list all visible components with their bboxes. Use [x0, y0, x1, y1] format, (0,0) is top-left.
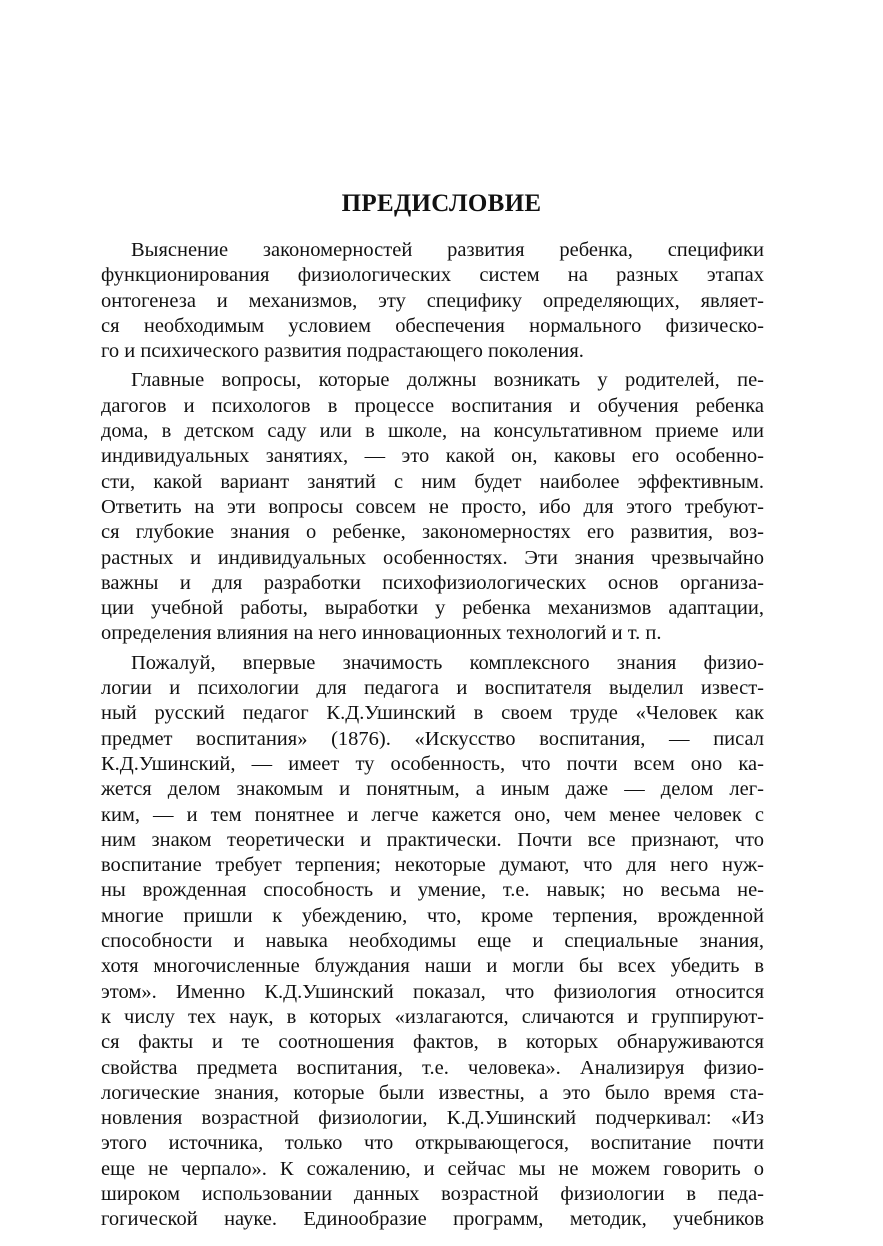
text-line: ся глубокие знания о ребенке, закономерностях его развития, воз- [101, 521, 764, 544]
text-line: функционирования физиологических систем на разных этапах [101, 264, 764, 287]
text-line: свойства предмета воспитания, т.е. человека». Анализируя физио- [101, 1056, 764, 1079]
text-line: важны и для разработки психофизиологических основ организа- [101, 571, 764, 594]
text-line: Пожалуй, впервые значимость комплексного знания физио- [131, 651, 764, 674]
text-line: еще не черпало». К сожалению, и сейчас мы не можем говорить о [101, 1157, 764, 1180]
text-line: ся факты и те соотношения фактов, в которых обнаруживаются [101, 1031, 764, 1054]
text-line: логии и психологии для педагога и воспитателя выделил извест- [101, 677, 764, 700]
text-line: широком использовании данных возрастной физиологии в педа- [101, 1182, 764, 1205]
text-line: растных и индивидуальных особенностях. Эти знания чрезвычайно [101, 546, 764, 569]
text-line: дагогов и психологов в процессе воспитания и обучения ребенка [101, 394, 764, 417]
text-line: онтогенеза и механизмов, эту специфику определяющих, являет- [101, 289, 764, 312]
text-line: ции учебной работы, выработки у ребенка механизмов адаптации, [101, 597, 764, 620]
text-line: сти, какой вариант занятий с ним будет наиболее эффективным. [101, 470, 764, 493]
text-line: к числу тех наук, в которых «излагаются, сличаются и группируют- [101, 1005, 764, 1028]
body-text [101, 238, 764, 1233]
text-line: Главные вопросы, которые должны возникать у родителей, пе- [131, 369, 764, 392]
text-line: определения влияния на него инновационных технологий и т. п. [101, 622, 662, 645]
text-line: ким, — и тем понятнее и легче кажется оно, чем менее человек с [101, 803, 764, 826]
text-line: индивидуальных занятиях, — это какой он, каковы его особенно- [101, 445, 764, 468]
text-line: дома, в детском саду или в школе, на консультативном приеме или [101, 420, 764, 443]
text-line: логические знания, которые были известны, а это было время ста- [101, 1081, 764, 1104]
text-line: ны врожденная способность и умение, т.е. навык; но весьма не- [101, 879, 764, 902]
page-title: ПРЕДИСЛОВИЕ [341, 190, 542, 217]
text-line: гогической науке. Единообразие программ, методик, учебников [101, 1208, 764, 1231]
text-line: Выяснение закономерностей развития ребенка, специфики [131, 239, 764, 261]
text-line: К.Д.Ушинский, — имеет ту особенность, что почти всем оно ка- [101, 752, 764, 775]
text-line: многие пришли к убеждению, что, кроме терпения, врожденной [101, 904, 764, 927]
text-line: предмет воспитания» (1876). «Искусство воспитания, — писал [101, 727, 764, 750]
text-line: новления возрастной физиологии, К.Д.Ушинский подчеркивал: «Из [101, 1107, 764, 1130]
paragraph [101, 368, 764, 646]
text-line: жется делом знакомым и понятным, а иным даже — делом лег- [101, 778, 764, 801]
paragraph [101, 651, 764, 1233]
text-line: ся необходимым условием обеспечения нормального физическо- [101, 314, 764, 337]
text-line: хотя многочисленные блуждания наши и могли бы всех убедить в [101, 955, 764, 978]
text-line: этого источника, только что открывающегося, воспитание почти [101, 1132, 764, 1155]
text-line: воспитание требует терпения; некоторые думают, что для него нуж- [101, 854, 764, 877]
text-line: этом». Именно К.Д.Ушинский показал, что физиология относится [101, 980, 764, 1003]
text-line: ный русский педагог К.Д.Ушинский в своем труде «Человек как [101, 702, 764, 725]
paragraph [101, 238, 764, 364]
text-line: ним знаком теоретически и практически. Почти все признают, что [101, 828, 764, 851]
text-line: го и психического развития подрастающего поколения. [101, 340, 584, 363]
text-line: способности и навыка необходимы еще и специальные знания, [101, 930, 764, 953]
text-line: Ответить на эти вопросы совсем не просто, ибо для этого требуют- [101, 495, 764, 518]
